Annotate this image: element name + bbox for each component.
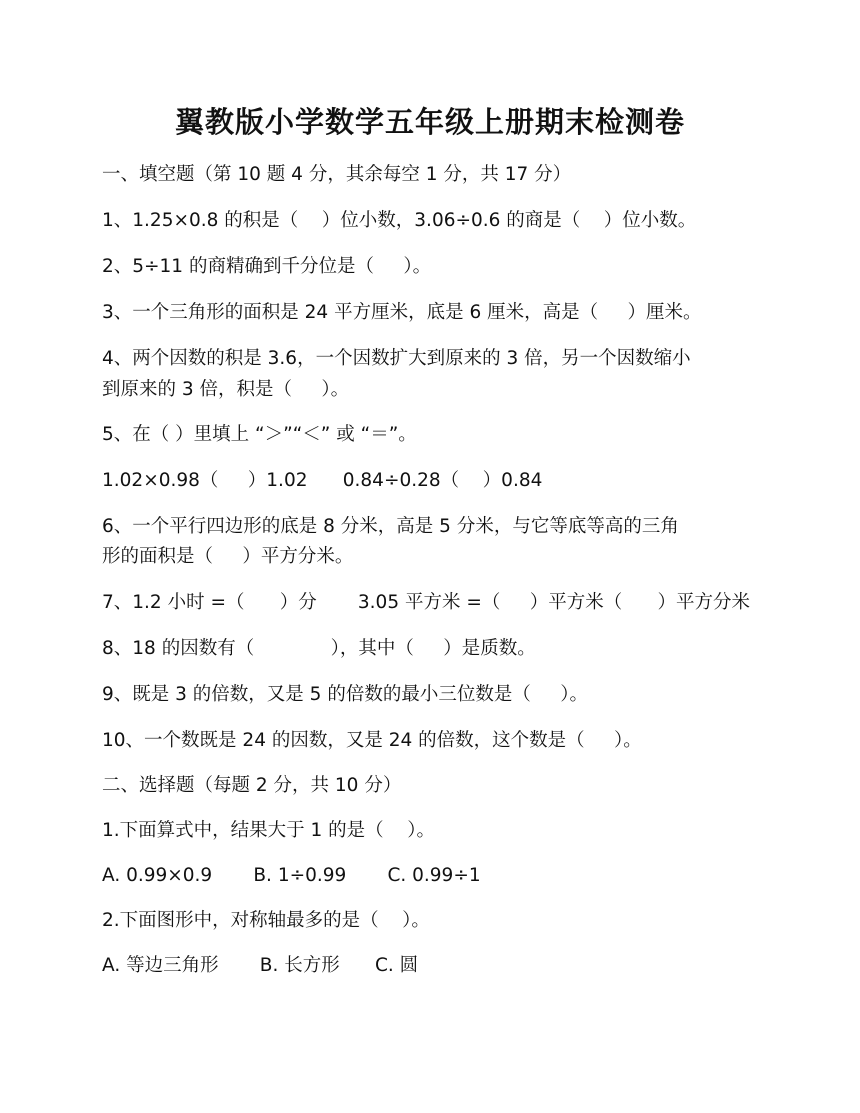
question-3: 3、一个三角形的面积是 24 平方厘米，底是 6 厘米，高是（ ）厘米。: [102, 302, 702, 323]
question-9: 9、既是 3 的倍数，又是 5 的倍数的最小三位数是（ ）。: [102, 684, 588, 705]
question-2: 2、5÷11 的商精确到千分位是（ ）。: [102, 256, 432, 277]
section-choice-heading: 二、选择题（每题 2 分，共 10 分）: [102, 775, 402, 796]
question-6-line-1: 6、一个平行四边形的底是 8 分米，高是 5 分米，与它等底等高的三角: [102, 516, 679, 537]
choice-question-2-options: A. 等边三角形 B. 长方形 C. 圆: [102, 955, 419, 976]
choice-question-1: 1.下面算式中，结果大于 1 的是（ ）。: [102, 820, 435, 841]
question-5-compare: 1.02×0.98（ ）1.02 0.84÷0.28（ ）0.84: [102, 470, 543, 491]
question-7: 7、1.2 小时 =（ ）分 3.05 平方米 =（ ）平方米（ ）平方分米: [102, 592, 751, 613]
question-5: 5、在（ ）里填上 “＞”“＜” 或 “＝”。: [102, 424, 417, 445]
question-4-line-1: 4、两个因数的积是 3.6，一个因数扩大到原来的 3 倍，另一个因数缩小: [102, 348, 691, 369]
question-8: 8、18 的因数有（ ），其中（ ）是质数。: [102, 638, 536, 659]
question-4-line-2: 到原来的 3 倍，积是（ ）。: [102, 379, 350, 400]
question-6-line-2: 形的面积是（ ）平方分米。: [102, 546, 354, 567]
choice-question-2: 2.下面图形中，对称轴最多的是（ ）。: [102, 910, 430, 931]
section-fill-in-heading: 一、填空题（第 10 题 4 分，其余每空 1 分，共 17 分）: [102, 164, 572, 185]
choice-question-1-options: A. 0.99×0.9 B. 1÷0.99 C. 0.99÷1: [102, 865, 481, 886]
question-10: 10、一个数既是 24 的因数，又是 24 的倍数，这个数是（ ）。: [102, 730, 642, 751]
exam-title: 翼教版小学数学五年级上册期末检测卷: [174, 105, 685, 139]
question-1: 1、1.25×0.8 的积是（ ）位小数，3.06÷0.6 的商是（ ）位小数。: [102, 210, 697, 231]
